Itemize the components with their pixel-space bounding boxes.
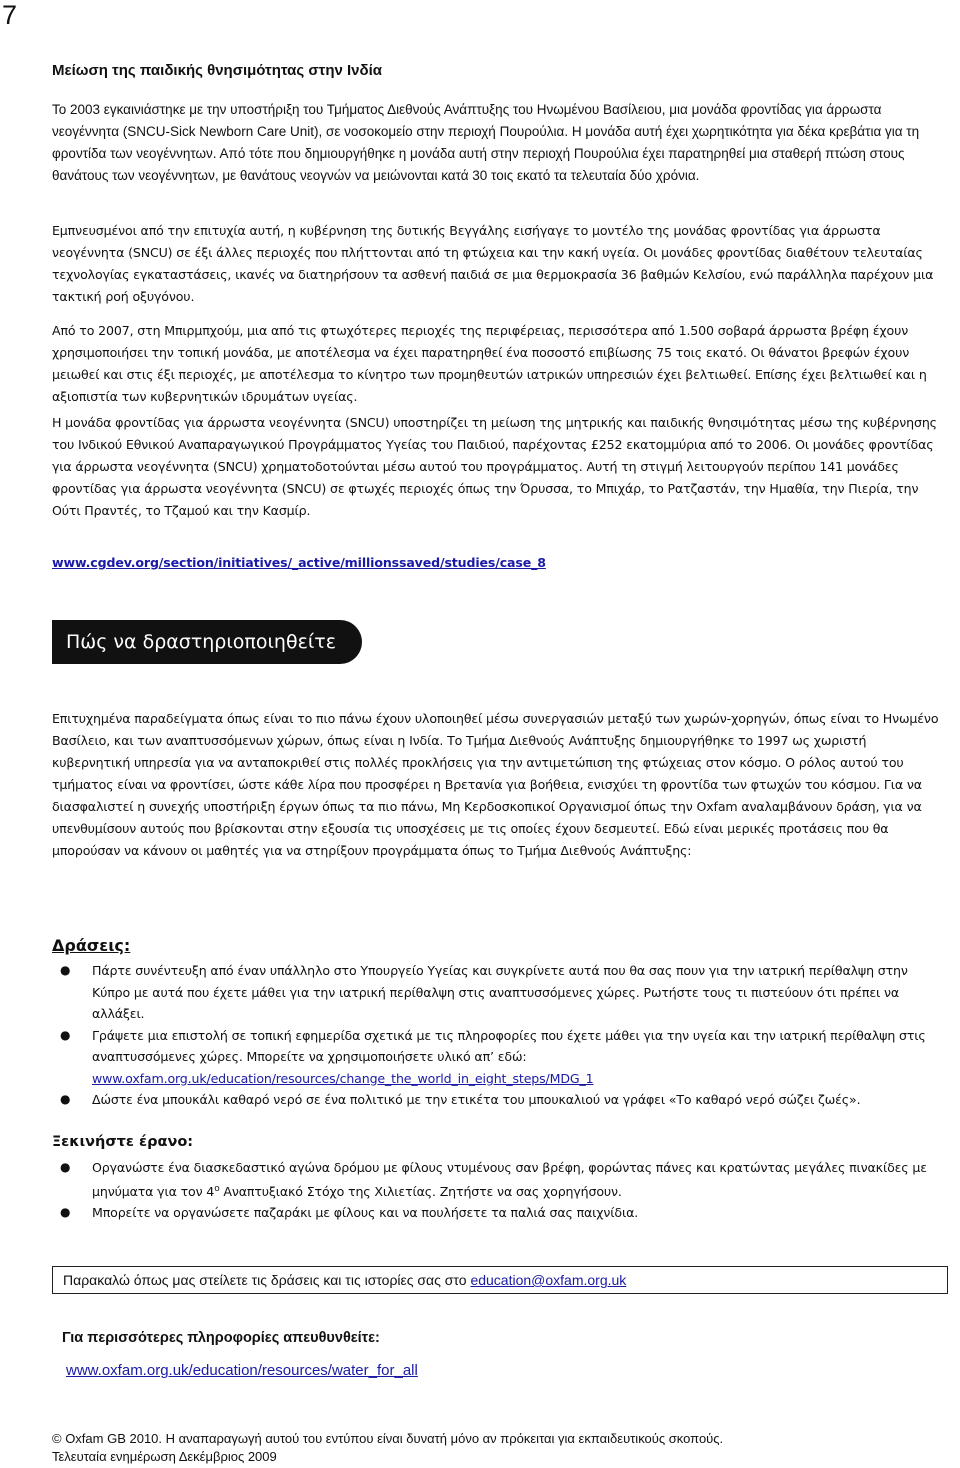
ordinal-superscript: ο bbox=[214, 1183, 220, 1194]
bullet-icon: ● bbox=[60, 1092, 71, 1106]
section-banner: Πώς να δραστηριοποιηθείτε bbox=[52, 620, 362, 664]
paragraph-partnerships: Επιτυχημένα παραδείγματα όπως είναι το πιο πάνω έχουν υλοποιηθεί μέσω συνεργασιών μεταξύ των χωρών-χορηγών, όπως είναι το Ηνωμένο Βασίλειο, και των αναπτυσσόμενων χώρων, όπως είναι η Ινδία. Το Τμήμα Διεθνούς Ανάπτυξης δημιουργήθηκε το 1997 ως χωριστή κυβερνητική υπηρεσία για να ανταποκριθεί στις πολλές προκλήσεις για την αντιμετώπιση της φτώχειας στον κόσμο. Ο ρόλος αυτού του τμήματος είναι να φροντίσει, ώστε κάθε λίρα που προσφέρει η Βρετανία για βοήθεια, ενισχύει τη φροντίδα των φτωχών του κόσμου. Για να διασφαλιστεί η συνεχής υποστήριξη έργων όπως τα πιο πάνω, Μη Κερδοσκοπικοί Οργανισμοί όπως την Oxfam αναλαμβάνουν δράση, για να υπενθυμίσουν αυτούς που βρίσκονται στην εξουσία τις υποσχέσεις με τις οποίες έχουν δεσμευτεί. Εδώ είναι μερικές προτάσεις που θα μπορούσαν να κάνουν οι μαθητές για να στηρίξουν προγράμματα όπως το Τμήμα Διεθνούς Ανάπτυξης: bbox=[52, 711, 939, 858]
contact-text: Παρακαλώ όπως μας στείλετε τις δράσεις και τις ιστορίες σας στο bbox=[63, 1272, 471, 1288]
fund-text: Μπορείτε να οργανώσετε παζαράκι με φίλους και να πουλήσετε τα παλιά σας παιχνίδια. bbox=[92, 1205, 639, 1221]
footer-updated: Τελευταία ενημέρωση Δεκέμβριος 2009 bbox=[52, 1449, 277, 1464]
more-info-link[interactable]: www.oxfam.org.uk/education/resources/water_for_all bbox=[66, 1362, 418, 1379]
action-text: Πάρτε συνέντευξη από έναν υπάλληλο στο Υπουργείο Υγείας και συγκρίνετε αυτά που θα σας πουν για την ιατρική περίθαλψη στην Κύπρο με αυτά που έχετε μάθει για την ιατρική περίθαλψη στις αναπτυσσόμενες χώρες. Ρωτήστε τους τι πιστεύουν ότι πρέπει να αλλάξει. bbox=[92, 963, 908, 1021]
intro-paragraph: Το 2003 εγκαινιάστηκε με την υποστήριξη του Τμήματος Διεθνούς Ανάπτυξης του Ηνωμένου Βασίλειου, μια μονάδα φροντίδας για άρρωστα νεογέννητα (SNCU-Sick Newborn Care Unit), σε νοσοκομείο στην περιοχή Πουρούλια. Η μονάδα αυτή έχει χωρητικότητα για δέκα κρεβάτια για τη φροντίδα των νεογέννητων. Από τότε που δημιουργήθηκε η μονάδα αυτή στην περιοχή Πουρούλια έχει παρατηρηθεί μια σταθερή πτώση στους θανάτους των νεογέννητων, με θανάτους νεογνών να μειώνονται κατά 30 τοις εκατό τα τελευταία δύο χρόνια. bbox=[52, 102, 920, 183]
paragraph-birbhum: Από το 2007, στη Μπιρμπχούμ, μια από τις φτωχότερες περιοχές της περιφέρειας, περισσότερα από 1.500 σοβαρά άρρωστα βρέφη έχουν χρησιμοποιήσει την τοπική μονάδα, με αποτέλεσμα να έχει παρατηρηθεί ένα ποσοστό επιβίωσης 75 τοις εκατό. Οι θάνατοι βρεφών έχουν μειωθεί και στις έξι περιοχές, με αποτέλεσμα το κίνητρο των προμηθευτών ιατρικών υπηρεσιών έχει βελτιωθεί. Επίσης έχει βελτιωθεί και η αξιοπιστία των κυβερνητικών ιδρυμάτων υγείας. bbox=[52, 323, 927, 404]
fundraise-list bbox=[52, 1157, 942, 1224]
bullet-icon: ● bbox=[60, 1205, 71, 1220]
more-info-link-row bbox=[66, 1362, 418, 1379]
actions-link[interactable]: www.oxfam.org.uk/education/resources/change_the_world_in_eight_steps/MDG_1 bbox=[92, 1070, 594, 1086]
list-item bbox=[52, 1025, 942, 1090]
contact-box bbox=[52, 1266, 948, 1294]
bullet-icon: ● bbox=[60, 1160, 71, 1174]
paragraph-sncu-funding: Η μονάδα φροντίδας για άρρωστα νεογέννητα (SNCU) υποστηρίζει τη μείωση της μητρικής και παιδικής θνησιμότητας μέσω της κυβέρνησης του Ινδικού Εθνικού Αναπαραγωγικού Προγράμματος Υγείας του Παιδιού, παρέχοντας £252 εκατομμύρια από το 2006. Οι μονάδες φροντίδας για άρρωστα νεογέννητα (SNCU) χρηματοδοτούνται μέσω αυτού του προγράμματος. Αυτή τη στιγμή λειτουργούν περίπου 141 μονάδες φροντίδας για άρρωστα νεογέννητα (SNCU) σε φτωχές περιοχές όπως την Όρυσσα, το Μπιχάρ, το Ρατζαστάν, την Ημαθία, την Πιερία, την Ούτι Πραντές, το Τζαμού και την Κασμίρ. bbox=[52, 415, 937, 518]
source-link[interactable]: www.cgdev.org/section/initiatives/_active/millionssaved/studies/case_8 bbox=[52, 555, 546, 570]
more-info-heading: Για περισσότερες πληροφορίες απευθυνθείτε: bbox=[62, 1330, 380, 1346]
fund-text-b: Αναπτυξιακό Στόχο της Χιλιετίας. Ζητήστε να σας χορηγήσουν. bbox=[219, 1183, 622, 1199]
footer-copyright: © Oxfam GB 2010. Η αναπαραγωγή αυτού του εντύπου είναι δυνατή μόνο αν πρόκειται για εκπαιδευτικούς σκοπούς. bbox=[52, 1431, 724, 1446]
list-item bbox=[52, 960, 942, 1025]
list-item bbox=[52, 1202, 942, 1224]
source-link-row bbox=[52, 552, 948, 574]
bullet-icon: ● bbox=[60, 963, 71, 977]
page-number: 7 bbox=[2, 0, 18, 30]
contact-email-link[interactable]: education@oxfam.org.uk bbox=[470, 1272, 627, 1288]
bullet-icon: ● bbox=[60, 1027, 71, 1042]
actions-list bbox=[52, 960, 942, 1111]
action-text: Δώστε ένα μπουκάλι καθαρό νερό σε ένα πολιτικό με την ετικέτα του μπουκαλιού να γράφει «Το καθαρό νερό σώζει ζωές». bbox=[92, 1092, 861, 1107]
fundraise-heading: Ξεκινήστε έρανο: bbox=[52, 1134, 194, 1150]
fund-text-a: Οργανώστε ένα διασκεδαστικό αγώνα δρόμου με φίλους ντυμένους σαν βρέφη, φορώντας πάνες και κρατώντας μεγάλες πινακίδες με μηνύματα για τον 4 bbox=[92, 1160, 927, 1199]
action-text: Γράψετε μια επιστολή σε τοπική εφημερίδα σχετικά με τις πληροφορίες που έχετε μάθει για την υγεία και την ιατρική περίθαλψη στις αναπτυσσόμενες χώρες. Μπορείτε να χρησιμοποιήσετε υλικό απ’ εδώ: bbox=[92, 1027, 926, 1064]
list-item bbox=[52, 1089, 942, 1111]
actions-heading: Δράσεις: bbox=[52, 936, 131, 955]
footer bbox=[52, 1430, 723, 1466]
page-title: Μείωση της παιδικής θνησιμότητας στην Ινδία bbox=[52, 62, 382, 79]
paragraph-west-bengal: Εμπνευσμένοι από την επιτυχία αυτή, η κυβέρνηση της δυτικής Βεγγάλης εισήγαγε το μοντέλο της μονάδας φροντίδας για άρρωστα νεογέννητα (SNCU) σε έξι άλλες περιοχές που πλήττονται από τη φτώχεια και την κακή υγεία. Οι μονάδες φροντίδας διαθέτουν τελευταίας τεχνολογίας εγκαταστάσεις, ικανές να διατηρήσουν τα ασθενή παιδιά σε μια θερμοκρασία 36 βαθμών Κελσίου, ενώ παράλληλα παρέχουν μια τακτική ροή οξυγόνου. bbox=[52, 223, 934, 304]
list-item bbox=[52, 1157, 942, 1202]
